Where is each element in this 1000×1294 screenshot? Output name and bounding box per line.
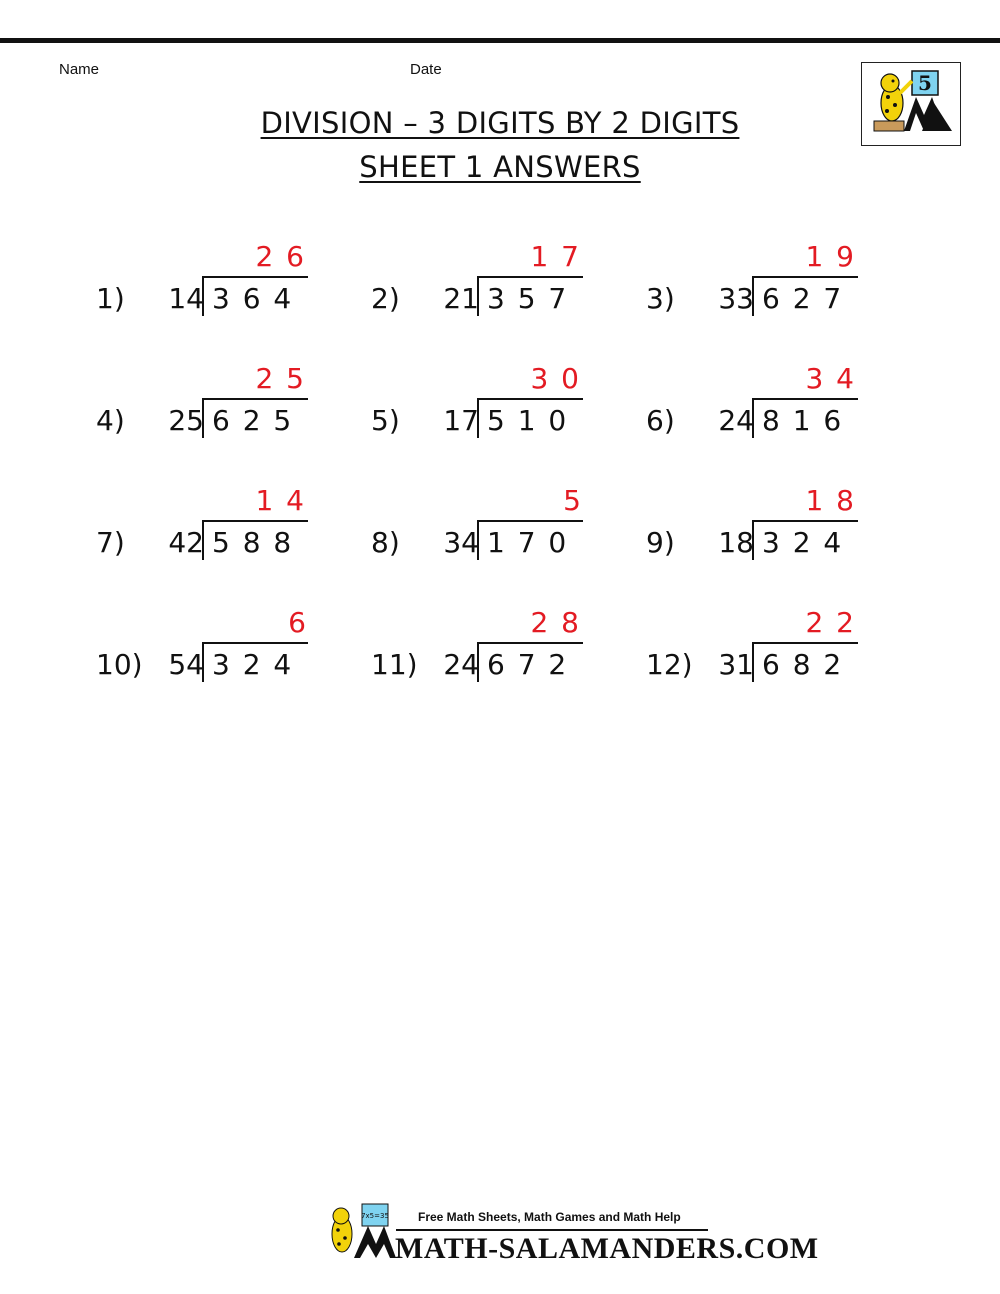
- quotient-answer: 1 9: [805, 240, 856, 273]
- dividend: 6 7 2: [487, 648, 569, 681]
- problem-8: [371, 486, 611, 566]
- quotient-answer: 3 0: [530, 362, 581, 395]
- page-subtitle: SHEET 1 ANSWERS: [359, 150, 641, 184]
- problem-number: 12): [646, 648, 693, 681]
- top-rule: [0, 38, 1000, 43]
- problem-number: 3): [646, 282, 675, 315]
- problem-9: [646, 486, 886, 566]
- grade-logo: [861, 62, 961, 146]
- divisor: 14: [168, 282, 204, 315]
- divisor: 34: [443, 526, 479, 559]
- dividend: 3 2 4: [212, 648, 294, 681]
- dividend: 3 6 4: [212, 282, 294, 315]
- name-label: Name: [59, 61, 100, 78]
- dividend: 1 7 0: [487, 526, 569, 559]
- problem-2: [371, 242, 611, 322]
- divisor: 18: [718, 526, 754, 559]
- quotient-answer: 2 6: [255, 240, 306, 273]
- problem-number: 10): [96, 648, 143, 681]
- divisor: 24: [443, 648, 479, 681]
- date-label: Date: [410, 61, 442, 78]
- divisor: 31: [718, 648, 754, 681]
- problem-5: [371, 364, 611, 444]
- problem-number: 9): [646, 526, 675, 559]
- dividend: 8 1 6: [762, 404, 844, 437]
- salamander-logo-icon: [862, 63, 960, 145]
- dividend: 5 8 8: [212, 526, 294, 559]
- problem-11: [371, 608, 611, 688]
- quotient-answer: 2 5: [255, 362, 306, 395]
- quotient-answer: 1 8: [805, 484, 856, 517]
- problem-12: [646, 608, 886, 688]
- problem-3: [646, 242, 886, 322]
- problem-number: 5): [371, 404, 400, 437]
- divisor: 33: [718, 282, 754, 315]
- problem-4: [96, 364, 336, 444]
- dividend: 6 2 5: [212, 404, 294, 437]
- quotient-answer: 5: [563, 484, 581, 517]
- problem-number: 4): [96, 404, 125, 437]
- quotient-answer: 1 7: [530, 240, 581, 273]
- quotient-answer: 3 4: [805, 362, 856, 395]
- divisor: 24: [718, 404, 754, 437]
- dividend: 6 8 2: [762, 648, 844, 681]
- problem-number: 11): [371, 648, 418, 681]
- footer-logo-badge: 7x5=35: [361, 1212, 389, 1220]
- quotient-answer: 2 2: [805, 606, 856, 639]
- dividend: 6 2 7: [762, 282, 844, 315]
- problem-number: 6): [646, 404, 675, 437]
- divisor: 25: [168, 404, 204, 437]
- page-title: DIVISION – 3 DIGITS BY 2 DIGITS: [260, 106, 740, 140]
- problem-10: [96, 608, 336, 688]
- problem-number: 8): [371, 526, 400, 559]
- problem-6: [646, 364, 886, 444]
- grade-badge-number: 5: [918, 71, 932, 95]
- problem-7: [96, 486, 336, 566]
- dividend: 3 5 7: [487, 282, 569, 315]
- quotient-answer: 2 8: [530, 606, 581, 639]
- footer-rule: [396, 1229, 708, 1231]
- divisor: 42: [168, 526, 204, 559]
- dividend: 3 2 4: [762, 526, 844, 559]
- problem-number: 7): [96, 526, 125, 559]
- divisor: 54: [168, 648, 204, 681]
- divisor: 17: [443, 404, 479, 437]
- problem-number: 1): [96, 282, 125, 315]
- quotient-answer: 6: [288, 606, 306, 639]
- quotient-answer: 1 4: [255, 484, 306, 517]
- divisor: 21: [443, 282, 479, 315]
- problem-1: [96, 242, 336, 322]
- dividend: 5 1 0: [487, 404, 569, 437]
- footer-site-name: MATH-SALAMANDERS.COM: [395, 1232, 819, 1265]
- problem-number: 2): [371, 282, 400, 315]
- footer-tagline: Free Math Sheets, Math Games and Math Help: [418, 1210, 681, 1224]
